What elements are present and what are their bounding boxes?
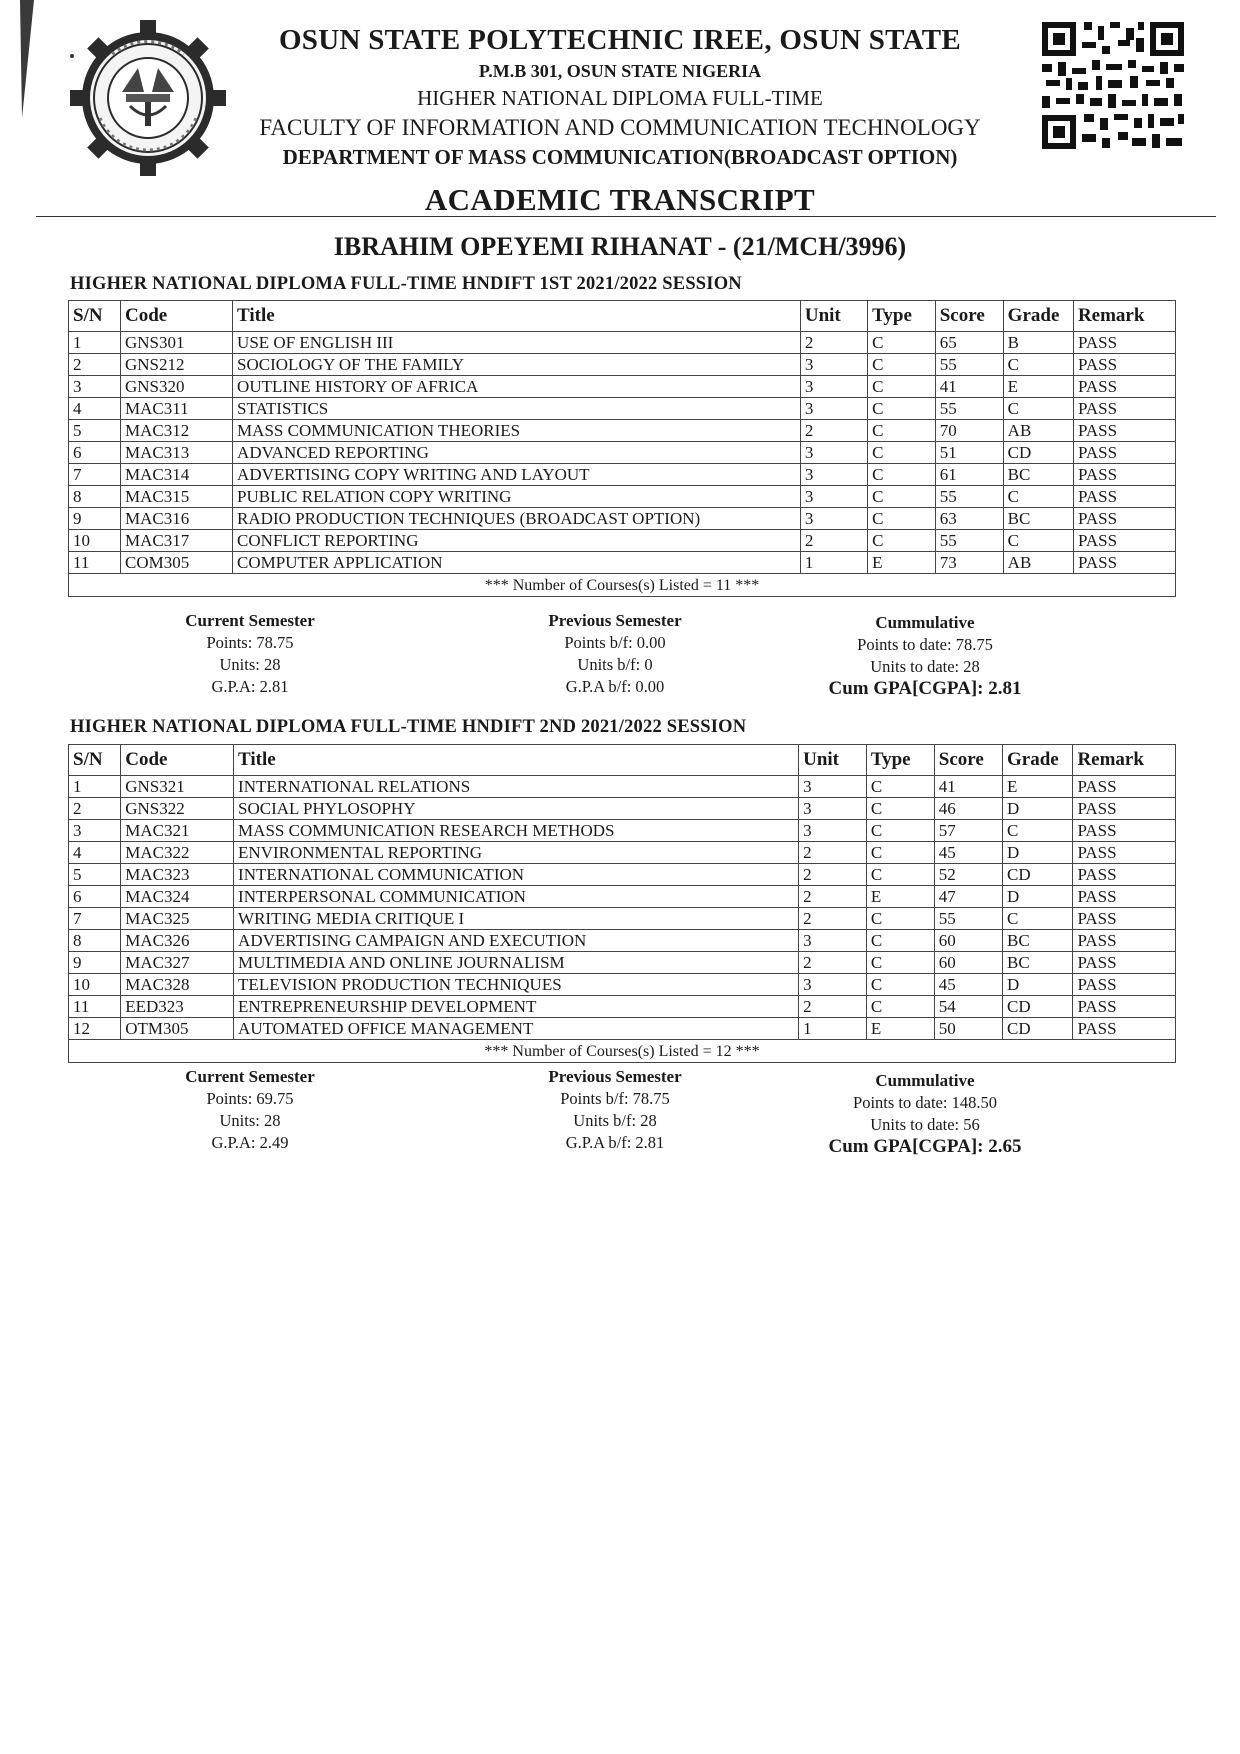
col-header-type: Type bbox=[868, 301, 936, 332]
qr-code bbox=[1038, 18, 1188, 153]
cell-remark: PASS bbox=[1073, 332, 1175, 354]
table-row bbox=[69, 464, 1176, 486]
summary-units: Units b/f: 0 bbox=[577, 655, 653, 674]
department-name: DEPARTMENT OF MASS COMMUNICATION(BROADCAST OPTION) bbox=[282, 145, 958, 169]
table-row bbox=[69, 1018, 1176, 1040]
cell-remark: PASS bbox=[1073, 398, 1175, 420]
course-count-row bbox=[69, 574, 1176, 597]
cell-unit: 2 bbox=[799, 864, 867, 886]
cell-score: 61 bbox=[935, 464, 1003, 486]
summary-cgpa bbox=[800, 1136, 1050, 1158]
cell-remark: PASS bbox=[1073, 864, 1176, 886]
cell-code: MAC311 bbox=[120, 398, 232, 420]
summary-units: Units to date: 28 bbox=[870, 657, 980, 676]
summary-points: Points to date: 78.75 bbox=[857, 635, 993, 654]
cell-code: MAC317 bbox=[120, 530, 232, 552]
cell-unit: 2 bbox=[799, 842, 867, 864]
cell-unit: 3 bbox=[800, 442, 867, 464]
cell-type: C bbox=[866, 864, 934, 886]
cell-remark: PASS bbox=[1073, 820, 1176, 842]
cell-code: MAC315 bbox=[120, 486, 232, 508]
summary-units: Units to date: 56 bbox=[870, 1115, 980, 1134]
cell-sn: 2 bbox=[69, 798, 121, 820]
cell-type: E bbox=[868, 552, 936, 574]
cell-type: C bbox=[866, 798, 934, 820]
cell-type: C bbox=[866, 842, 934, 864]
table-header-row bbox=[69, 745, 1176, 776]
cell-title: AUTOMATED OFFICE MANAGEMENT bbox=[234, 1018, 799, 1040]
programme-name: HIGHER NATIONAL DIPLOMA FULL-TIME bbox=[417, 86, 823, 110]
cell-unit: 1 bbox=[800, 552, 867, 574]
cell-unit: 3 bbox=[800, 508, 867, 530]
cell-remark: PASS bbox=[1073, 552, 1175, 574]
cell-sn: 8 bbox=[69, 486, 121, 508]
cell-type: C bbox=[868, 398, 936, 420]
cell-remark: PASS bbox=[1073, 442, 1175, 464]
cell-grade: BC bbox=[1002, 952, 1072, 974]
cell-title: ADVERTISING COPY WRITING AND LAYOUT bbox=[233, 464, 801, 486]
cell-grade: CD bbox=[1002, 864, 1072, 886]
cell-code: MAC322 bbox=[121, 842, 234, 864]
summary-points: Points b/f: 78.75 bbox=[560, 1089, 670, 1108]
col-header-unit: Unit bbox=[800, 301, 867, 332]
cell-unit: 2 bbox=[799, 908, 867, 930]
cell-sn: 8 bbox=[69, 930, 121, 952]
cell-unit: 2 bbox=[799, 886, 867, 908]
cell-code: COM305 bbox=[120, 552, 232, 574]
table-row bbox=[69, 886, 1176, 908]
cell-remark: PASS bbox=[1073, 376, 1175, 398]
cell-remark: PASS bbox=[1073, 420, 1175, 442]
table-row bbox=[69, 398, 1176, 420]
cell-type: E bbox=[866, 1018, 934, 1040]
cell-score: 55 bbox=[935, 530, 1003, 552]
table-row bbox=[69, 952, 1176, 974]
cell-remark: PASS bbox=[1073, 886, 1176, 908]
summary-points: Points b/f: 0.00 bbox=[564, 633, 666, 652]
cgpa-label: Cum GPA[CGPA]: bbox=[828, 678, 984, 699]
cell-title: SOCIOLOGY OF THE FAMILY bbox=[233, 354, 801, 376]
cell-type: C bbox=[866, 908, 934, 930]
cell-title: INTERNATIONAL COMMUNICATION bbox=[234, 864, 799, 886]
cell-sn: 10 bbox=[69, 974, 121, 996]
table-row bbox=[69, 420, 1176, 442]
cell-remark: PASS bbox=[1073, 530, 1175, 552]
cell-title: MASS COMMUNICATION RESEARCH METHODS bbox=[234, 820, 799, 842]
table-row bbox=[69, 442, 1176, 464]
cell-grade: E bbox=[1003, 376, 1073, 398]
cell-grade: C bbox=[1002, 908, 1072, 930]
cell-score: 47 bbox=[934, 886, 1002, 908]
table-row bbox=[69, 530, 1176, 552]
cell-remark: PASS bbox=[1073, 508, 1175, 530]
cell-title: PUBLIC RELATION COPY WRITING bbox=[233, 486, 801, 508]
summary-units: Units: 28 bbox=[219, 1111, 281, 1130]
faculty-name: FACULTY OF INFORMATION AND COMMUNICATION TECHNOLOGY bbox=[259, 115, 981, 140]
student-name-matric: IBRAHIM OPEYEMI RIHANAT - (21/MCH/3996) bbox=[333, 232, 907, 261]
cell-sn: 9 bbox=[69, 952, 121, 974]
cell-type: C bbox=[868, 530, 936, 552]
cell-title: RADIO PRODUCTION TECHNIQUES (BROADCAST OPTION) bbox=[233, 508, 801, 530]
col-header-score: Score bbox=[934, 745, 1002, 776]
cell-remark: PASS bbox=[1073, 1018, 1176, 1040]
table-row bbox=[69, 332, 1176, 354]
cgpa-value: 2.65 bbox=[988, 1136, 1022, 1157]
cell-remark: PASS bbox=[1073, 996, 1176, 1018]
cgpa-label: Cum GPA[CGPA]: bbox=[828, 1136, 984, 1157]
cell-code: GNS320 bbox=[120, 376, 232, 398]
cell-grade: E bbox=[1002, 776, 1072, 798]
cell-code: MAC326 bbox=[121, 930, 234, 952]
cell-type: C bbox=[868, 442, 936, 464]
cell-code: MAC313 bbox=[120, 442, 232, 464]
cell-code: MAC323 bbox=[121, 864, 234, 886]
cell-score: 60 bbox=[934, 952, 1002, 974]
summary-heading: Current Semester bbox=[185, 1067, 315, 1086]
cell-unit: 2 bbox=[800, 530, 867, 552]
cell-score: 50 bbox=[934, 1018, 1002, 1040]
cell-grade: C bbox=[1002, 820, 1072, 842]
cell-title: COMPUTER APPLICATION bbox=[233, 552, 801, 574]
header-divider bbox=[36, 216, 1216, 217]
table-row bbox=[69, 486, 1176, 508]
cell-title: USE OF ENGLISH III bbox=[233, 332, 801, 354]
table-row bbox=[69, 354, 1176, 376]
cell-sn: 7 bbox=[69, 908, 121, 930]
course-count-text: *** Number of Courses(s) Listed = 12 *** bbox=[69, 1040, 1176, 1063]
table-row bbox=[69, 864, 1176, 886]
cell-grade: D bbox=[1002, 798, 1072, 820]
cell-sn: 11 bbox=[69, 552, 121, 574]
session-title-second: HIGHER NATIONAL DIPLOMA FULL-TIME HNDIFT 2ND 2021/2022 SESSION bbox=[70, 717, 747, 737]
summary-points: Points: 78.75 bbox=[206, 633, 294, 652]
table-row bbox=[69, 842, 1176, 864]
cell-unit: 2 bbox=[800, 332, 867, 354]
col-header-remark: Remark bbox=[1073, 745, 1176, 776]
cell-remark: PASS bbox=[1073, 908, 1176, 930]
cell-sn: 11 bbox=[69, 996, 121, 1018]
cell-grade: C bbox=[1003, 530, 1073, 552]
cell-grade: D bbox=[1002, 974, 1072, 996]
col-header-sn: S/N bbox=[69, 745, 121, 776]
summary-units: Units b/f: 28 bbox=[573, 1111, 657, 1130]
summary-gpa: G.P.A: 2.49 bbox=[211, 1133, 289, 1152]
cell-sn: 5 bbox=[69, 420, 121, 442]
col-header-type: Type bbox=[866, 745, 934, 776]
summary-units: Units: 28 bbox=[219, 655, 281, 674]
cell-remark: PASS bbox=[1073, 464, 1175, 486]
cell-code: GNS301 bbox=[120, 332, 232, 354]
cell-code: MAC312 bbox=[120, 420, 232, 442]
table-row bbox=[69, 974, 1176, 996]
cell-type: C bbox=[868, 486, 936, 508]
cell-grade: C bbox=[1003, 354, 1073, 376]
cell-unit: 3 bbox=[799, 974, 867, 996]
cell-title: MULTIMEDIA AND ONLINE JOURNALISM bbox=[234, 952, 799, 974]
summary-heading: Previous Semester bbox=[548, 611, 682, 630]
cell-sn: 2 bbox=[69, 354, 121, 376]
cell-sn: 12 bbox=[69, 1018, 121, 1040]
cell-sn: 3 bbox=[69, 376, 121, 398]
course-count-row bbox=[69, 1040, 1176, 1063]
summary-gpa: G.P.A b/f: 0.00 bbox=[565, 677, 665, 696]
cell-grade: AB bbox=[1003, 552, 1073, 574]
institution-header bbox=[220, 22, 1020, 172]
cell-unit: 3 bbox=[800, 464, 867, 486]
cell-remark: PASS bbox=[1073, 354, 1175, 376]
cell-code: GNS212 bbox=[120, 354, 232, 376]
summary-points: Points to date: 148.50 bbox=[853, 1093, 997, 1112]
cell-code: OTM305 bbox=[121, 1018, 234, 1040]
summary-heading: Current Semester bbox=[185, 611, 315, 630]
cell-code: MAC324 bbox=[121, 886, 234, 908]
course-table-first bbox=[68, 300, 1176, 597]
cell-score: 54 bbox=[934, 996, 1002, 1018]
cell-score: 60 bbox=[934, 930, 1002, 952]
table-row bbox=[69, 820, 1176, 842]
cell-score: 45 bbox=[934, 842, 1002, 864]
cell-remark: PASS bbox=[1073, 952, 1176, 974]
polytechnic-crest-logo bbox=[60, 18, 230, 178]
cell-score: 73 bbox=[935, 552, 1003, 574]
cell-title: CONFLICT REPORTING bbox=[233, 530, 801, 552]
cell-code: EED323 bbox=[121, 996, 234, 1018]
col-header-unit: Unit bbox=[799, 745, 867, 776]
cell-remark: PASS bbox=[1073, 486, 1175, 508]
current-semester-summary-first bbox=[170, 610, 330, 698]
cell-unit: 2 bbox=[799, 996, 867, 1018]
cell-title: ENTREPRENEURSHIP DEVELOPMENT bbox=[234, 996, 799, 1018]
col-header-grade: Grade bbox=[1003, 301, 1073, 332]
cell-title: MASS COMMUNICATION THEORIES bbox=[233, 420, 801, 442]
summary-gpa: G.P.A: 2.81 bbox=[211, 677, 289, 696]
document-title: ACADEMIC TRANSCRIPT bbox=[424, 182, 816, 217]
table-row bbox=[69, 508, 1176, 530]
cell-sn: 1 bbox=[69, 776, 121, 798]
table-row bbox=[69, 376, 1176, 398]
current-semester-summary-second bbox=[170, 1066, 330, 1154]
summary-heading: Previous Semester bbox=[548, 1067, 682, 1086]
cell-type: C bbox=[868, 332, 936, 354]
cell-grade: AB bbox=[1003, 420, 1073, 442]
previous-semester-summary-first bbox=[520, 610, 710, 698]
cell-remark: PASS bbox=[1073, 842, 1176, 864]
cell-unit: 3 bbox=[800, 376, 867, 398]
cell-type: C bbox=[866, 996, 934, 1018]
cell-unit: 3 bbox=[800, 354, 867, 376]
cell-unit: 2 bbox=[799, 952, 867, 974]
cell-title: ADVANCED REPORTING bbox=[233, 442, 801, 464]
cell-score: 65 bbox=[935, 332, 1003, 354]
cell-type: C bbox=[868, 508, 936, 530]
scan-edge-mark bbox=[14, 0, 44, 120]
cell-sn: 6 bbox=[69, 442, 121, 464]
cell-grade: C bbox=[1003, 486, 1073, 508]
cell-score: 41 bbox=[934, 776, 1002, 798]
cell-unit: 3 bbox=[799, 776, 867, 798]
cell-grade: BC bbox=[1002, 930, 1072, 952]
cell-score: 55 bbox=[934, 908, 1002, 930]
col-header-title: Title bbox=[233, 301, 801, 332]
table-row bbox=[69, 930, 1176, 952]
cell-code: MAC327 bbox=[121, 952, 234, 974]
table-row bbox=[69, 908, 1176, 930]
cell-code: MAC316 bbox=[120, 508, 232, 530]
cell-title: INTERNATIONAL RELATIONS bbox=[234, 776, 799, 798]
cell-score: 41 bbox=[935, 376, 1003, 398]
col-header-code: Code bbox=[121, 745, 234, 776]
cell-unit: 3 bbox=[799, 798, 867, 820]
cell-sn: 5 bbox=[69, 864, 121, 886]
cell-score: 46 bbox=[934, 798, 1002, 820]
cell-grade: B bbox=[1003, 332, 1073, 354]
table-header-row bbox=[69, 301, 1176, 332]
cell-unit: 3 bbox=[799, 930, 867, 952]
table-row bbox=[69, 996, 1176, 1018]
cumulative-summary-second bbox=[800, 1070, 1050, 1158]
cell-unit: 3 bbox=[799, 820, 867, 842]
col-header-score: Score bbox=[935, 301, 1003, 332]
summary-points: Points: 69.75 bbox=[206, 1089, 294, 1108]
col-header-title: Title bbox=[234, 745, 799, 776]
col-header-remark: Remark bbox=[1073, 301, 1175, 332]
table-row bbox=[69, 798, 1176, 820]
cell-sn: 10 bbox=[69, 530, 121, 552]
cell-score: 51 bbox=[935, 442, 1003, 464]
cell-grade: CD bbox=[1002, 996, 1072, 1018]
cell-title: ADVERTISING CAMPAIGN AND EXECUTION bbox=[234, 930, 799, 952]
cell-score: 57 bbox=[934, 820, 1002, 842]
course-count-text: *** Number of Courses(s) Listed = 11 *** bbox=[69, 574, 1176, 597]
cell-unit: 3 bbox=[800, 486, 867, 508]
institution-address: P.M.B 301, OSUN STATE NIGERIA bbox=[478, 61, 762, 81]
summary-cgpa bbox=[800, 678, 1050, 700]
summary-heading: Cummulative bbox=[875, 1071, 975, 1090]
cell-type: C bbox=[866, 952, 934, 974]
cell-title: SOCIAL PHYLOSOPHY bbox=[234, 798, 799, 820]
table-row bbox=[69, 776, 1176, 798]
session-title-first: HIGHER NATIONAL DIPLOMA FULL-TIME HNDIFT 1ST 2021/2022 SESSION bbox=[70, 274, 742, 294]
cell-score: 55 bbox=[935, 398, 1003, 420]
summary-gpa: G.P.A b/f: 2.81 bbox=[565, 1133, 665, 1152]
cell-code: MAC328 bbox=[121, 974, 234, 996]
cell-sn: 7 bbox=[69, 464, 121, 486]
cell-title: TELEVISION PRODUCTION TECHNIQUES bbox=[234, 974, 799, 996]
cell-score: 63 bbox=[935, 508, 1003, 530]
cell-type: C bbox=[866, 776, 934, 798]
cell-sn: 1 bbox=[69, 332, 121, 354]
cell-code: GNS321 bbox=[121, 776, 234, 798]
cumulative-summary-first bbox=[800, 612, 1050, 700]
course-table-second bbox=[68, 744, 1176, 1063]
cell-sn: 3 bbox=[69, 820, 121, 842]
cell-score: 52 bbox=[934, 864, 1002, 886]
cell-remark: PASS bbox=[1073, 930, 1176, 952]
cell-type: C bbox=[868, 464, 936, 486]
col-header-sn: S/N bbox=[69, 301, 121, 332]
institution-name: OSUN STATE POLYTECHNIC IREE, OSUN STATE bbox=[278, 24, 962, 56]
cgpa-value: 2.81 bbox=[988, 678, 1022, 699]
cell-type: C bbox=[866, 820, 934, 842]
cell-score: 70 bbox=[935, 420, 1003, 442]
cell-title: ENVIRONMENTAL REPORTING bbox=[234, 842, 799, 864]
cell-grade: BC bbox=[1003, 508, 1073, 530]
cell-unit: 1 bbox=[799, 1018, 867, 1040]
table-row bbox=[69, 552, 1176, 574]
cell-type: E bbox=[866, 886, 934, 908]
cell-title: OUTLINE HISTORY OF AFRICA bbox=[233, 376, 801, 398]
col-header-grade: Grade bbox=[1002, 745, 1072, 776]
cell-title: STATISTICS bbox=[233, 398, 801, 420]
cell-code: MAC314 bbox=[120, 464, 232, 486]
cell-type: C bbox=[868, 420, 936, 442]
cell-type: C bbox=[868, 354, 936, 376]
cell-code: MAC325 bbox=[121, 908, 234, 930]
cell-grade: D bbox=[1002, 842, 1072, 864]
previous-semester-summary-second bbox=[520, 1066, 710, 1154]
cell-grade: CD bbox=[1002, 1018, 1072, 1040]
cell-score: 55 bbox=[935, 486, 1003, 508]
summary-heading: Cummulative bbox=[875, 613, 975, 632]
cell-code: GNS322 bbox=[121, 798, 234, 820]
cell-type: C bbox=[868, 376, 936, 398]
cell-code: MAC321 bbox=[121, 820, 234, 842]
cell-score: 45 bbox=[934, 974, 1002, 996]
cell-remark: PASS bbox=[1073, 798, 1176, 820]
cell-sn: 4 bbox=[69, 398, 121, 420]
col-header-code: Code bbox=[120, 301, 232, 332]
cell-sn: 9 bbox=[69, 508, 121, 530]
cell-remark: PASS bbox=[1073, 776, 1176, 798]
cell-unit: 2 bbox=[800, 420, 867, 442]
cell-type: C bbox=[866, 974, 934, 996]
cell-grade: BC bbox=[1003, 464, 1073, 486]
cell-title: WRITING MEDIA CRITIQUE I bbox=[234, 908, 799, 930]
cell-score: 55 bbox=[935, 354, 1003, 376]
cell-type: C bbox=[866, 930, 934, 952]
cell-grade: D bbox=[1002, 886, 1072, 908]
cell-remark: PASS bbox=[1073, 974, 1176, 996]
cell-title: INTERPERSONAL COMMUNICATION bbox=[234, 886, 799, 908]
cell-unit: 3 bbox=[800, 398, 867, 420]
cell-grade: C bbox=[1003, 398, 1073, 420]
cell-grade: CD bbox=[1003, 442, 1073, 464]
cell-sn: 6 bbox=[69, 886, 121, 908]
cell-sn: 4 bbox=[69, 842, 121, 864]
